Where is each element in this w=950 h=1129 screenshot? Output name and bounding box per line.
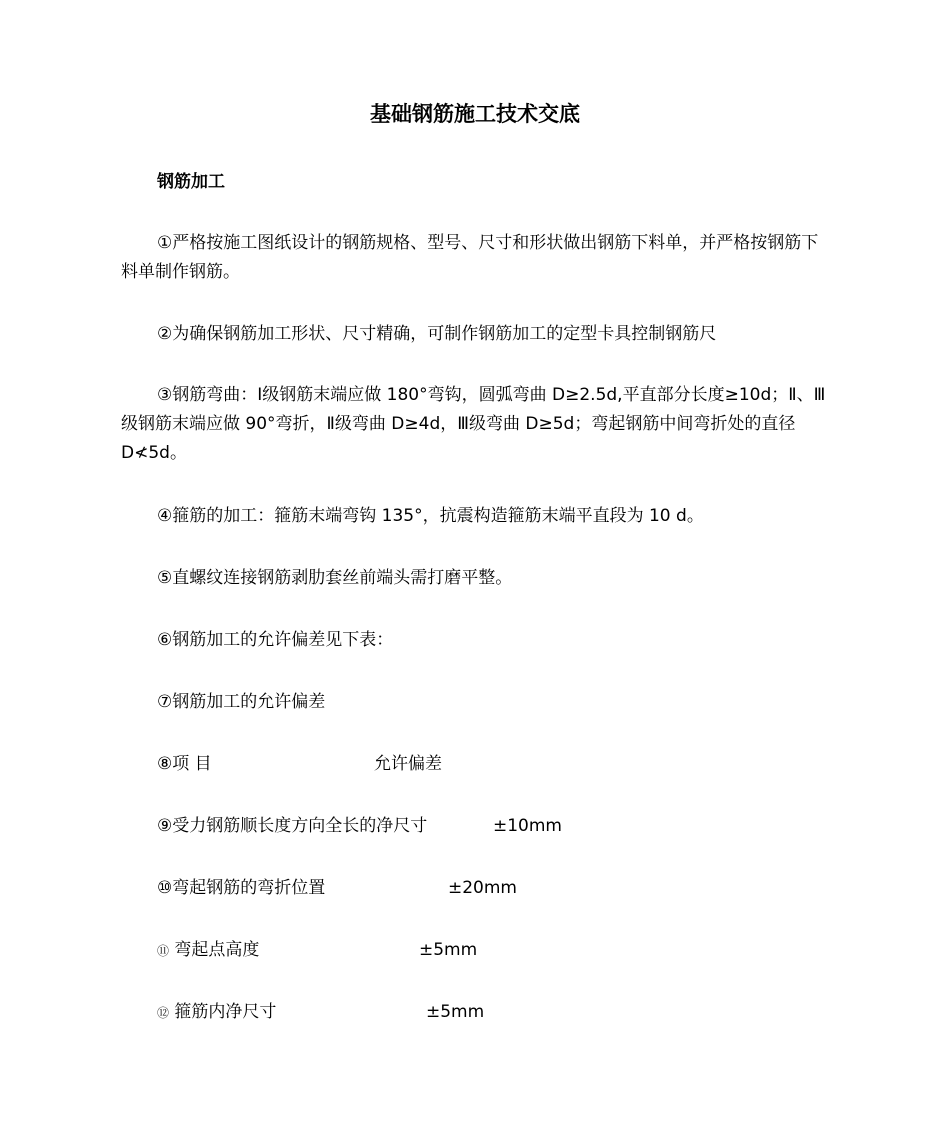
table-row xyxy=(157,936,478,965)
table-row-label: 箍筋内净尺寸 xyxy=(169,1002,277,1022)
section-heading: 钢筋加工 xyxy=(157,172,225,192)
table-row-label: 弯起点高度 xyxy=(169,940,260,960)
paragraph-6: ⑥钢筋加工的允许偏差见下表： xyxy=(157,630,394,650)
table-row-value: ±5mm xyxy=(426,1002,485,1022)
table-row xyxy=(157,750,442,778)
table-row-value: ±5mm xyxy=(419,940,478,960)
paragraph-7: ⑦钢筋加工的允许偏差 xyxy=(157,692,326,712)
paragraph-4: ④箍筋的加工：箍筋末端弯钩 135°，抗震构造箍筋末端平直段为 10 d。 xyxy=(157,506,704,526)
table-row-value: 允许偏差 xyxy=(374,754,442,774)
document-title: 基础钢筋施工技术交底 xyxy=(370,102,580,126)
table-row-label: ⑩弯起钢筋的弯折位置 xyxy=(157,878,326,898)
table-row-number: ⑪ xyxy=(157,944,170,958)
table-row-label: ⑧项 目 xyxy=(157,754,212,774)
table-row-number: ⑫ xyxy=(157,1006,170,1020)
table-row xyxy=(157,998,485,1027)
paragraph-5: ⑤直螺纹连接钢筋剥肋套丝前端头需打磨平整。 xyxy=(157,568,513,588)
paragraph-3: ③钢筋弯曲：Ⅰ级钢筋末端应做 180°弯钩，圆弧弯曲 D≥2.5d,平直部分长度≥10d；Ⅱ、Ⅲ级钢筋末端应做 90°弯折，Ⅱ级弯曲 D≥4d，Ⅲ级弯曲 D≥5d；弯起钢筋中间弯折处的直径 D≮5d。 xyxy=(121,385,826,463)
table-row-value: ±20mm xyxy=(448,878,517,898)
table-row xyxy=(157,812,562,840)
table-row-value: ±10mm xyxy=(493,816,562,836)
table-row xyxy=(157,874,517,902)
paragraph-2: ②为确保钢筋加工形状、尺寸精确，可制作钢筋加工的定型卡具控制钢筋尺 xyxy=(157,324,717,344)
paragraph-1: ①严格按施工图纸设计的钢筋规格、型号、尺寸和形状做出钢筋下料单，并严格按钢筋下料单制作钢筋。 xyxy=(121,233,819,282)
table-row-label: ⑨受力钢筋顺长度方向全长的净尺寸 xyxy=(157,816,428,836)
